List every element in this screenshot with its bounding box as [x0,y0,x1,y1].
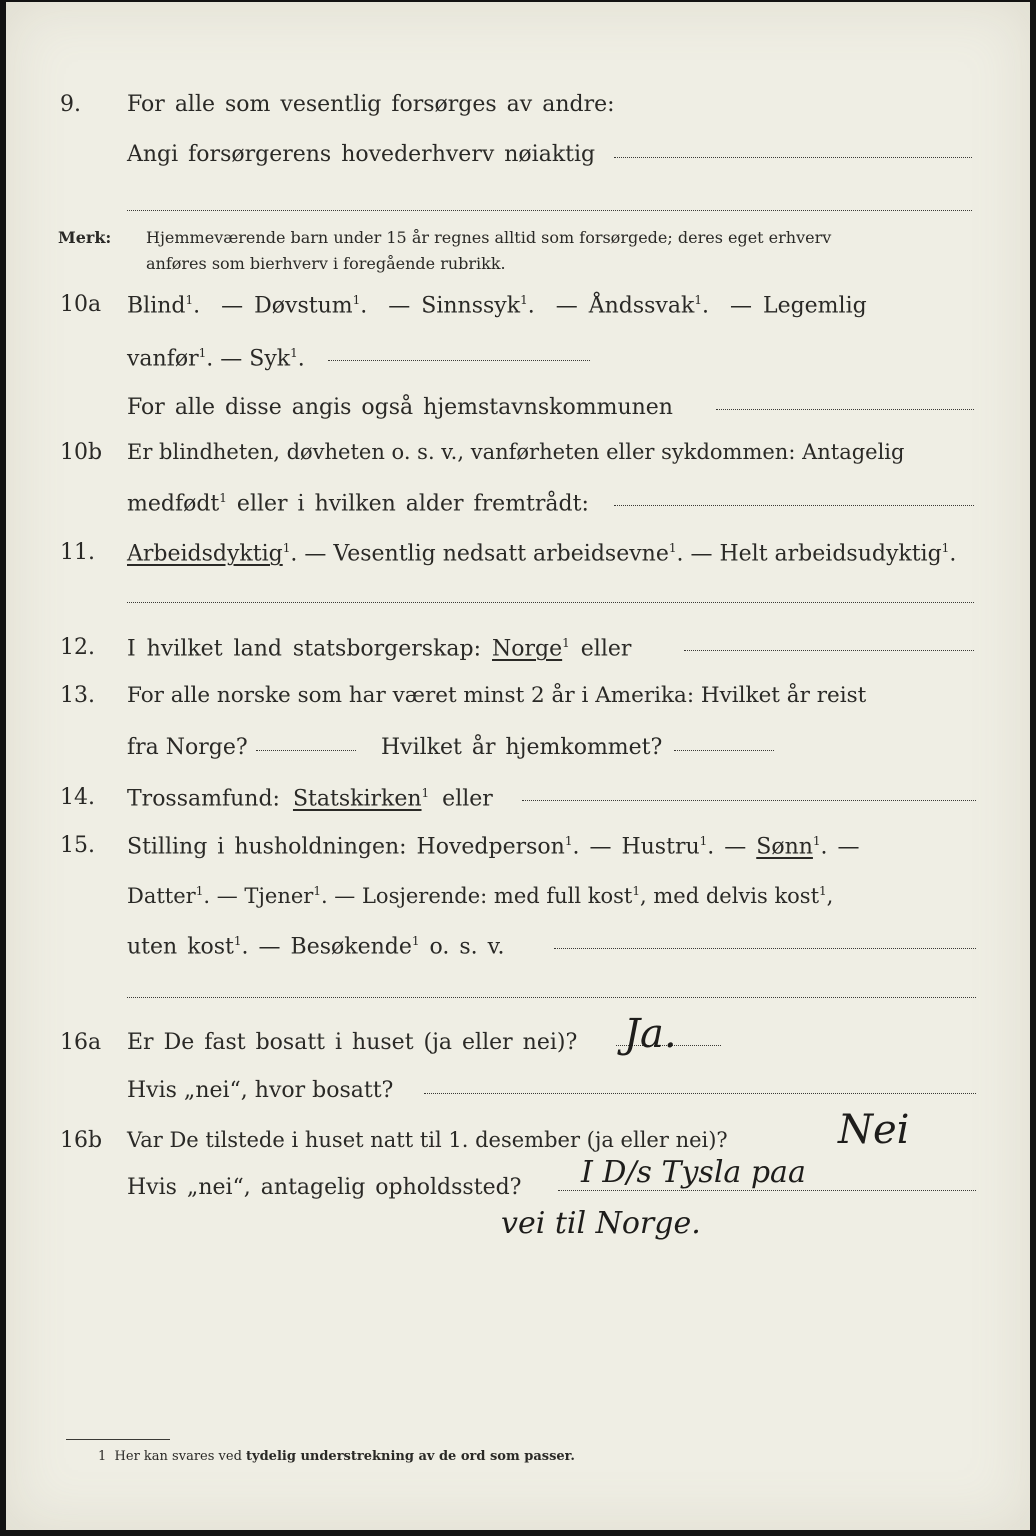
q9-number: 9. [60,92,81,117]
q15-line2: Datter$^1$. — Tjener$^1$. — Losjerende: med full kost$^1$, med delvis kost$^1$, [127,884,834,908]
opt-uten-kost[interactable]: uten kost [127,934,234,960]
opt-statskirken[interactable]: Statskirken [292,786,422,812]
q16a-number: 16a [60,1030,102,1055]
q12-number: 12. [60,635,95,660]
q10b-line1: Er blindheten, døvheten o. s. v., vanførheten eller sykdommen: Antagelig [127,440,905,464]
q11-number: 11. [60,540,95,565]
opt-syk[interactable]: Syk [249,346,291,372]
q13-number: 13. [60,683,95,708]
q9-line2: Angi forsørgerens hovederhverv nøiaktig [127,142,596,167]
q13-line1: For alle norske som har været minst 2 år i Amerika: Hvilket år reist [127,683,867,708]
q15-answer-line-2[interactable] [127,997,976,998]
q15-number: 15. [60,833,95,858]
q10a-line3: For alle disse angis også hjemstavnskommunen [127,395,673,420]
q10b-line2: medfødt$^1$ eller i hvilken alder fremtrådt: [127,491,589,517]
opt-andssvak[interactable]: Åndssvak [588,293,695,319]
opt-tjener[interactable]: Tjener [244,884,314,908]
footnote-rule [66,1439,170,1440]
q16a-handwritten-answer: Ja. [624,1011,677,1057]
q16a-bosatt-line[interactable] [424,1093,976,1094]
q11-answer-line[interactable] [127,602,974,603]
opt-delvis[interactable]: med delvis kost [653,884,820,908]
q13-hjem: Hvilket år hjemkommet? [381,735,663,760]
opt-dovstum[interactable]: Døvstum [254,293,353,319]
opt-arbeidsdyktig[interactable]: Arbeidsdyktig [127,541,283,567]
q9-answer-line-2[interactable] [127,210,972,211]
q16b-handwritten-place-1: I D/s Tysla paa [581,1155,806,1190]
q15-answer-line[interactable] [554,948,976,949]
q10a-number: 10a [60,292,102,317]
q16b-handwritten-answer: Nei [838,1107,910,1153]
q14-number: 14. [60,785,95,810]
q16b-handwritten-place-2: vei til Norge. [501,1206,701,1241]
opt-sinnssyk[interactable]: Sinnssyk [421,293,521,319]
opt-losjerende[interactable]: Losjerende: med full kost [361,884,633,908]
q11-line: Arbeidsdyktig$^1$. — Vesentlig nedsatt arbeidsevne$^1$. — Helt arbeidsudyktig$^1$. [127,541,957,567]
note-line1: Hjemmeværende barn under 15 år regnes alltid som forsørgede; deres eget erhverv [146,228,832,247]
q10b-answer-line[interactable] [614,505,974,506]
q10a-line1: Blind$^1$. — Døvstum$^1$. — Sinnssyk$^1$. — Åndssvak$^1$. — Legemlig [127,293,867,319]
opt-blind[interactable]: Blind [127,293,186,319]
q16a-line1: Er De fast bosatt i huset (ja eller nei)? [127,1030,578,1055]
q15-line1: Stilling i husholdningen: Hovedperson$^1$. — Hustru$^1$. — Sønn$^1$. — [127,834,860,860]
note-line2: anføres som bierhverv i foregående rubrikk. [146,254,506,273]
q9-answer-line[interactable] [614,157,972,158]
q12-answer-line[interactable] [684,650,974,651]
q13-reist-line[interactable] [256,750,356,751]
opt-norge[interactable]: Norge [492,636,563,662]
q16a-line2: Hvis „nei“, hvor bosatt? [127,1078,394,1103]
q10a-line2: vanfør$^1$. — Syk$^1$. [127,346,305,372]
opt-legemlig[interactable]: Legemlig [762,293,867,319]
opt-vanfor[interactable]: vanfør [127,346,199,372]
q16b-answer-line[interactable] [558,1190,976,1191]
opt-udyktig[interactable]: Helt arbeidsudyktig [719,541,942,567]
q12-line: I hvilket land statsborgerskap: Norge$^1$ eller [127,636,632,662]
q16b-line2: Hvis „nei“, antagelig opholdssted? [127,1175,522,1200]
opt-hustru[interactable]: Hustru [621,834,700,860]
q10a-hjemstavn-line[interactable] [716,409,974,410]
opt-sonn[interactable]: Sønn [756,834,813,860]
opt-medfodt[interactable]: medfødt [127,491,220,517]
q14-line: Trossamfund: Statskirken$^1$ eller [127,786,493,812]
opt-besokende[interactable]: Besøkende [290,934,412,960]
q14-answer-line[interactable] [522,800,976,801]
opt-nedsatt[interactable]: Vesentlig nedsatt arbeidsevne [333,541,669,567]
q10b-number: 10b [60,440,103,465]
q10a-answer-line[interactable] [328,360,590,361]
q15-line3: uten kost$^1$. — Besøkende$^1$ o. s. v. [127,934,505,960]
footnote: 1 Her kan svares ved tydelig understrekning av de ord som passer. [98,1449,575,1464]
opt-datter[interactable]: Datter [127,884,196,908]
q16b-line1: Var De tilstede i huset natt til 1. desember (ja eller nei)? [127,1128,728,1152]
note-label: Merk: [58,228,112,247]
q13-fra: fra Norge? [127,735,248,760]
q16b-number: 16b [60,1128,103,1153]
census-form-page [6,2,1030,1530]
q13-hjem-line[interactable] [674,750,774,751]
q9-line1: For alle som vesentlig forsørges av andre: [127,92,615,117]
opt-hovedperson[interactable]: Stilling i husholdningen: Hovedperson [127,834,565,860]
